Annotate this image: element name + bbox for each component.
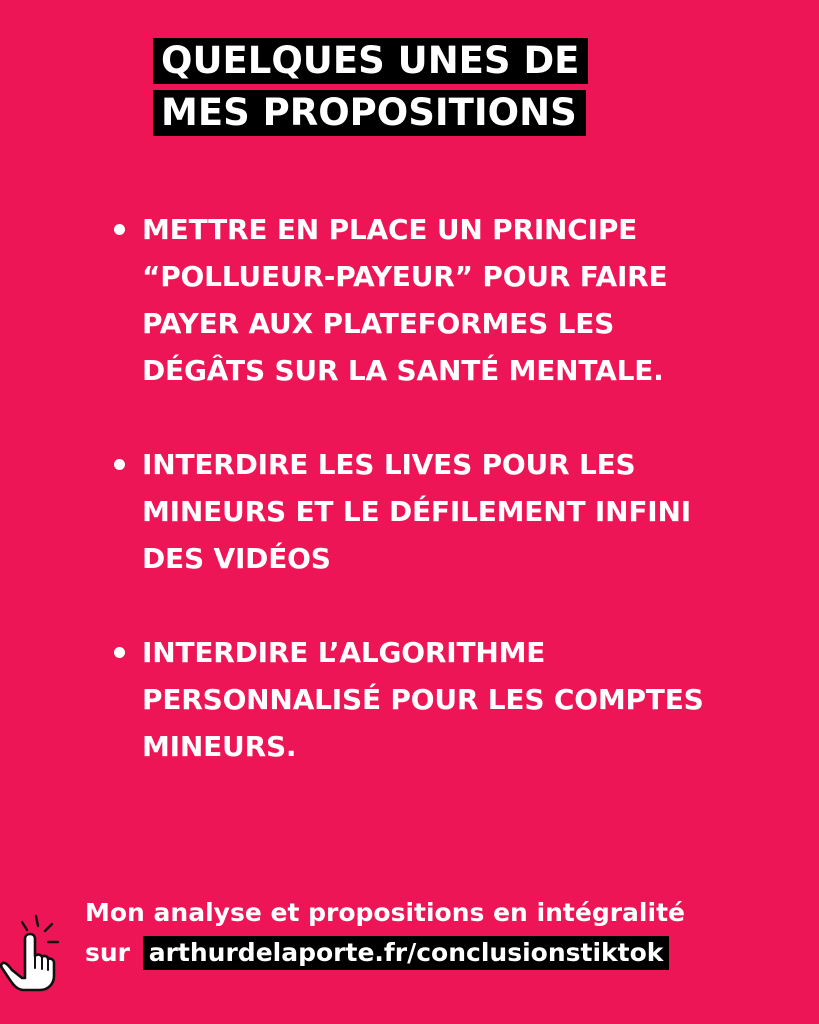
proposal-item-1 (108, 206, 798, 394)
proposal-line: PAYER AUX PLATEFORMES LES (142, 307, 615, 340)
proposals-list (108, 206, 798, 770)
bullet-icon (114, 647, 125, 658)
proposal-line: INTERDIRE L’ALGORITHME (142, 636, 546, 669)
proposal-item-2 (108, 441, 798, 582)
footer-link-line (85, 933, 685, 973)
footer-prefix: sur (85, 938, 131, 967)
proposal-line: DES VIDÉOS (142, 542, 331, 575)
proposal-line: INTERDIRE LES LIVES POUR LES (142, 448, 636, 481)
proposal-item-3 (108, 629, 798, 770)
proposal-line: “POLLUEUR-PAYEUR” POUR FAIRE (142, 260, 668, 293)
proposal-line: MINEURS. (142, 730, 297, 763)
bullet-icon (114, 459, 125, 470)
tap-hand-icon (0, 912, 62, 992)
footer (85, 893, 685, 973)
website-link[interactable]: arthurdelaporte.fr/conclusionstiktok (143, 936, 670, 970)
page-title-line-2: MES PROPOSITIONS (153, 90, 586, 136)
proposal-line: METTRE EN PLACE UN PRINCIPE (142, 213, 638, 246)
proposal-line: MINEURS ET LE DÉFILEMENT INFINI (142, 495, 691, 528)
footer-intro: Mon analyse et propositions en intégralité (85, 898, 685, 927)
proposal-line: PERSONNALISÉ POUR LES COMPTES (142, 683, 704, 716)
proposal-line: DÉGÂTS SUR LA SANTÉ MENTALE. (142, 354, 664, 387)
page-title (153, 38, 588, 136)
bullet-icon (114, 224, 125, 235)
page-title-line-1: QUELQUES UNES DE (153, 38, 588, 84)
